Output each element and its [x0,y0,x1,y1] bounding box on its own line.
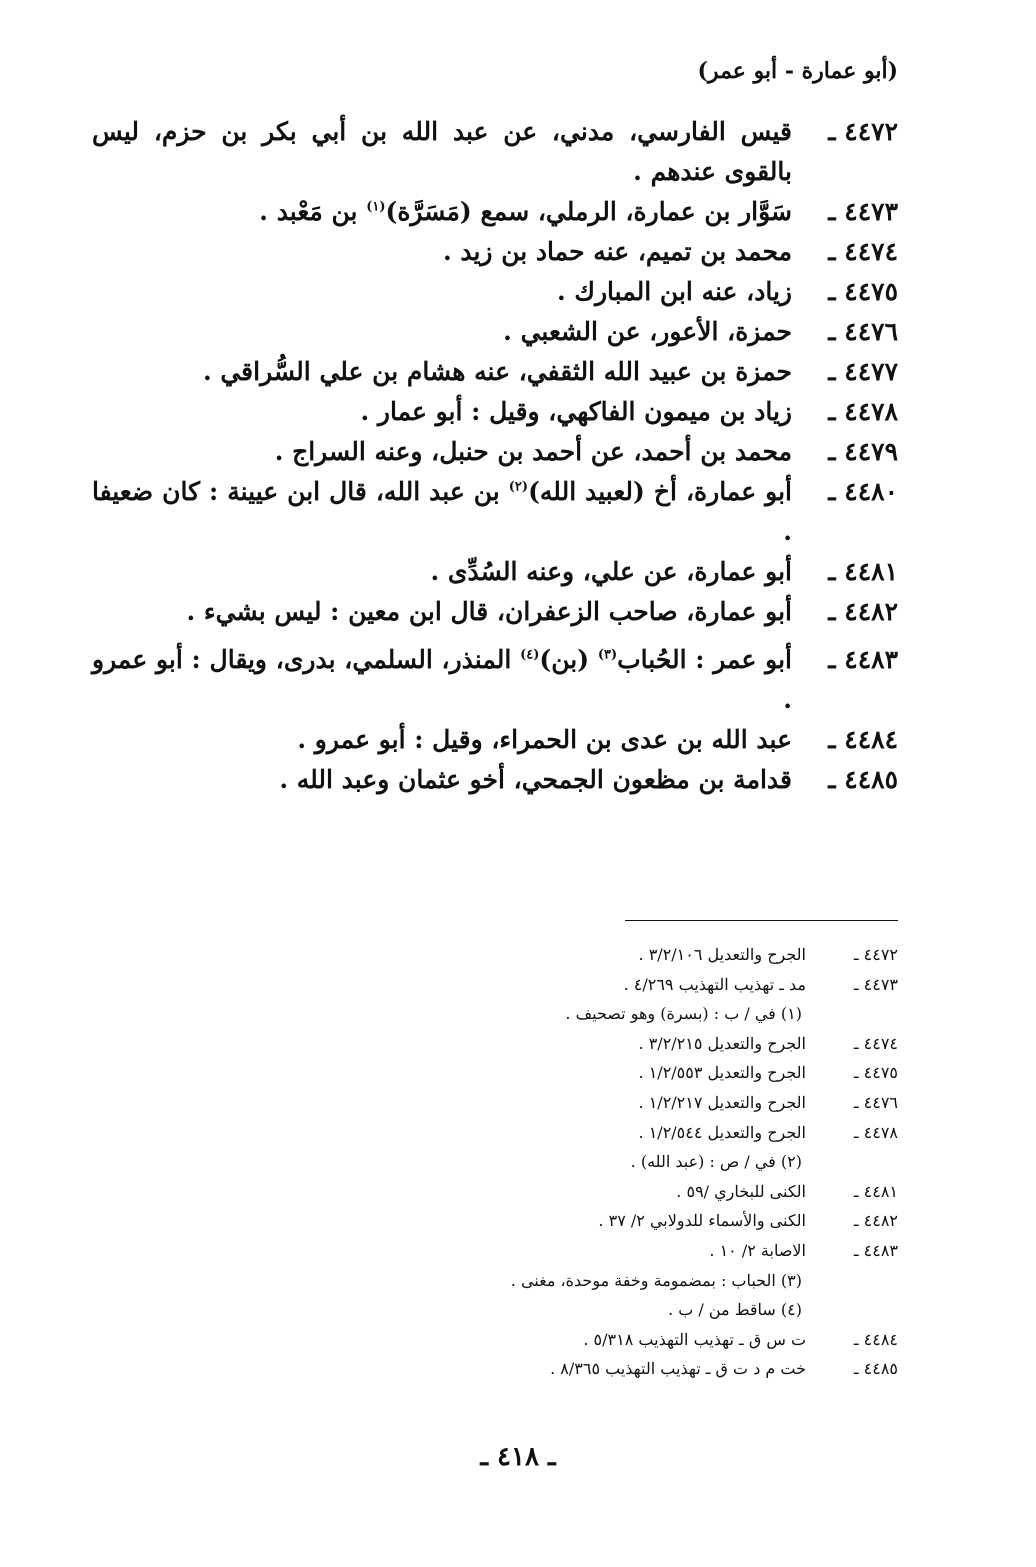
footnote-text: الكنى والأسماء للدولابي ٢/ ٣٧ . [598,1211,806,1231]
entry [92,552,898,592]
entry-number: ٤٤٧٥ ـ [828,277,898,306]
entry-number: ٤٤٨١ ـ [828,557,898,586]
footnote-text: الكنى للبخاري /٥٩ . [676,1181,806,1201]
footnote-number: ٤٤٨٤ ـ [853,1329,898,1349]
footnote-marker: (٣) [597,647,618,663]
footnote-text: (٤) ساقط من / ب . [668,1300,802,1320]
entry [92,232,898,272]
entry-text [92,472,792,552]
footnote-text: مد ـ تهذيب التهذيب ٤/٢٦٩ . [623,974,806,994]
entry [92,592,898,632]
entry [92,112,898,192]
entry-text-part: أبو عمارة، صاحب الزعفران، قال ابن معين : ليس بشيء . [186,597,792,626]
entry [92,312,898,352]
entry [92,272,898,312]
entry-text-part: محمد بن تميم، عنه حماد بن زيد . [442,237,792,266]
footnote-marker: (٢) [508,479,529,495]
entry-number: ٤٤٧٨ ـ [828,397,898,426]
footnote [198,999,898,1029]
footnote [198,1325,898,1355]
entry-number: ٤٤٨٥ ـ [828,765,898,794]
entry-text-part: أبو عمارة، أخ (لعبيد الله) [528,477,793,506]
entry-text-part: حمزة، الأعور، عن الشعبي . [503,317,792,346]
footnote [198,1354,898,1384]
entry [92,432,898,472]
entry-text [92,720,792,760]
entry-text [92,392,792,432]
footnote-text: الجرح والتعديل ١/٢/٥٤٤ . [638,1122,806,1142]
entry-text [92,232,792,272]
footnote-number: ٤٤٨٥ ـ [853,1359,898,1379]
entry [92,352,898,392]
entry-number: ٤٤٧٢ ـ [828,117,898,146]
entries-list [92,112,898,800]
entry-text [92,112,792,192]
footnote-text: الجرح والتعديل ٣/٢/١٠٦ . [638,945,806,964]
footnote-text: الجرح والتعديل ٣/٢/٢١٥ . [638,1033,806,1053]
footnote-divider [625,920,898,921]
footnote-number [806,1147,898,1177]
entry-text [92,192,792,232]
entry-text-part: محمد بن أحمد، عن أحمد بن حنبل، وعنه السراج . [274,437,792,466]
footnote [198,1177,898,1207]
footnote-text: الجرح والتعديل ١/٢/٢١٧ . [638,1092,806,1112]
entry-text [92,352,792,392]
footnote [198,1236,898,1266]
entry-text-part: زياد بن ميمون الفاكهي، وقيل : أبو عمار . [360,397,792,426]
entry-text [92,312,792,352]
footnote-text: الجرح والتعديل ١/٢/٥٥٣ . [638,1063,806,1083]
footnote [198,940,898,970]
entry-number: ٤٤٨٠ ـ [828,477,898,506]
footnotes-list [198,940,898,1384]
entry-text-part: بن مَعْبد . [259,197,367,226]
footnote [198,1088,898,1118]
entry-number: ٤٤٨٤ ـ [828,725,898,754]
entry-text-part: (بن) [539,645,598,674]
entry-number: ٤٤٧٤ ـ [828,237,898,266]
entry [92,640,898,720]
entry-text [92,640,792,720]
entry-text-part: بن عبد الله، قال ابن عيينة : كان ضعيفا . [92,477,792,546]
footnote-text: (١) في / ب : (بسرة) وهو تصحيف . [565,1004,802,1024]
entry-number: ٤٤٧٧ ـ [828,357,898,386]
entry-text-part: أبو عمر : الحُباب [617,645,792,674]
entry-number: ٤٤٧٣ ـ [828,197,898,226]
footnote [198,1118,898,1148]
entry-text [92,552,792,592]
footnote [198,1295,898,1325]
footnote-number [806,1295,898,1325]
footnote-number [806,1266,898,1296]
footnote-number: ٤٤٧٤ ـ [853,1033,898,1053]
entry-text-part: حمزة بن عبيد الله الثقفي، عنه هشام بن علي السُّراقي . [202,357,792,386]
footnote-number: ٤٤٨٣ ـ [853,1240,898,1260]
entry-text-part: عبد الله بن عدى بن الحمراء، وقيل : أبو عمرو . [297,725,792,754]
footnote [198,1266,898,1296]
footnote-text: (٣) الحباب : بمضمومة وخفة موحدة، مغنى . [510,1270,802,1290]
footnote-number: ٤٤٧٢ ـ [853,945,898,964]
footnote [198,1147,898,1177]
entry-text-part: قدامة بن مظعون الجمحي، أخو عثمان وعبد الله . [279,765,792,794]
entry [92,392,898,432]
running-header: (أبو عمارة - أبو عمر) [697,58,898,84]
entry [92,472,898,552]
footnote-number: ٤٤٧٦ ـ [853,1092,898,1112]
footnote-text: ت س ق ـ تهذيب التهذيب ٥/٣١٨ . [583,1329,806,1349]
footnote-text: خت م د ت ق ـ تهذيب التهذيب ٨/٣٦٥ . [550,1359,806,1379]
entry-text-part: زياد، عنه ابن المبارك . [556,277,792,306]
footnote [198,1206,898,1236]
footnote-number: ٤٤٧٥ ـ [853,1063,898,1083]
entry [92,720,898,760]
entry-text [92,592,792,632]
footnote-number [806,999,898,1029]
footnote-text: الاصابة ٢/ ١٠ . [709,1240,806,1260]
entry [92,760,898,800]
entry-number: ٤٤٧٦ ـ [828,317,898,346]
footnote [198,1029,898,1059]
footnote-text: (٢) في / ص : (عبد الله) . [630,1152,802,1172]
page-number: ـ ٤١٨ ـ [480,1442,556,1472]
footnote [198,1058,898,1088]
footnote-marker: (٤) [520,647,540,663]
entry-number: ٤٤٨٣ ـ [828,645,898,674]
footnote-number: ٤٤٧٣ ـ [853,974,898,994]
footnote-marker: (١) [366,199,386,215]
footnote [198,970,898,1000]
footnote-number: ٤٤٨٢ ـ [853,1211,898,1231]
entry-text [92,760,792,800]
entry-number: ٤٤٨٢ ـ [828,597,898,626]
entry [92,192,898,232]
entry-number: ٤٤٧٩ ـ [828,437,898,466]
footnote-number: ٤٤٧٨ ـ [853,1122,898,1142]
entry-text [92,272,792,312]
entry-text-part: المنذر، السلمي، بدرى، ويقال : أبو عمرو . [92,645,792,714]
entry-text-part: قيس الفارسي، مدني، عن عبد الله بن أبي بكر بن حزم، ليس بالقوى عندهم . [92,117,792,186]
entry-text-part: سَوَّار بن عمارة، الرملي، سمع (مَسَرَّة) [385,197,792,226]
entry-text [92,432,792,472]
footnote-number: ٤٤٨١ ـ [853,1181,898,1201]
entry-text-part: أبو عمارة، عن علي، وعنه السُدِّى . [430,557,792,586]
